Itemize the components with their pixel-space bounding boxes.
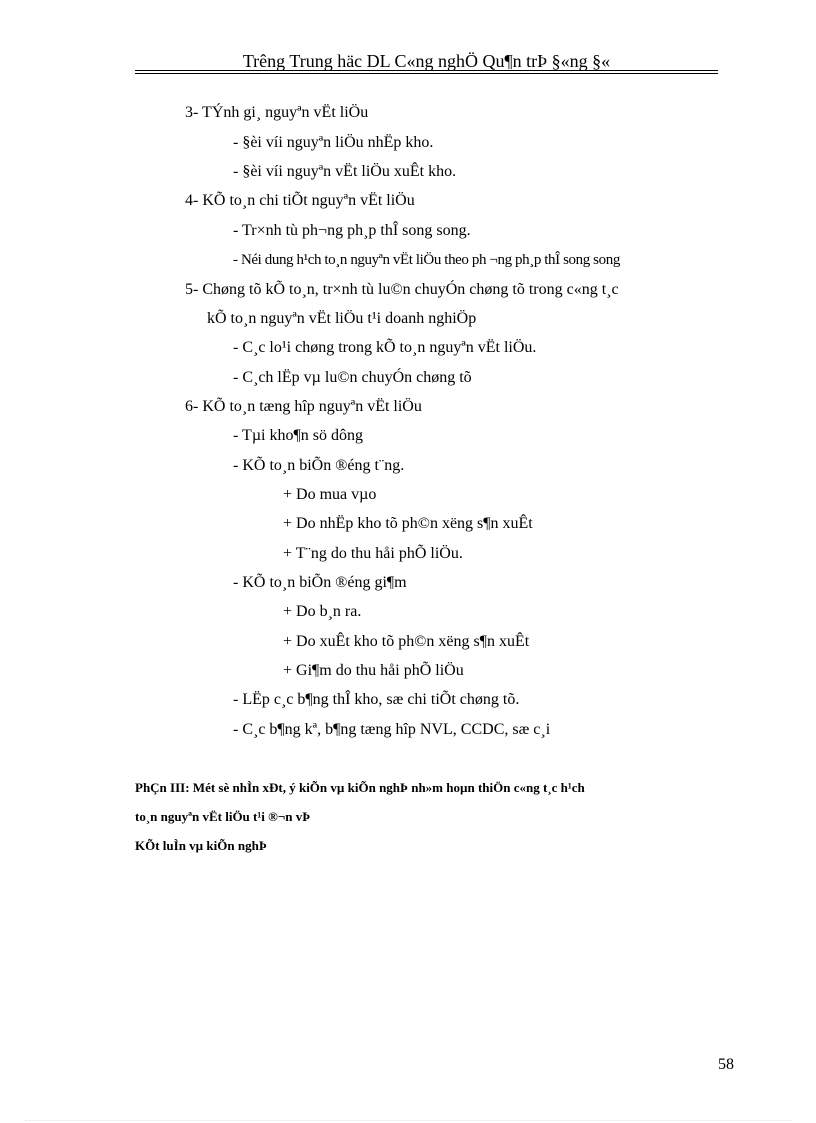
page-number: 58 xyxy=(718,1056,734,1073)
outline-subitem: - KÕ to¸n biÕn ®éng gi¶m xyxy=(233,574,407,591)
outline-subitem: - C¸ch lËp vµ lu©n chuyÓn chøng tõ xyxy=(233,369,472,386)
outline-item-5: 5- Chøng tõ kÕ to¸n, tr×nh tù lu©n chuyÓn chøng tõ trong c«ng t¸c xyxy=(185,281,619,298)
outline-subsubitem: + Do b¸n ra. xyxy=(283,603,362,620)
outline-subitem: - Tr×nh tù ph¬ng ph¸p thÎ song song. xyxy=(233,222,471,239)
outline-subitem: - KÕ to¸n biÕn ®éng t¨ng. xyxy=(233,457,405,474)
outline-item-4: 4- KÕ to¸n chi tiÕt nguyªn vËt liÖu xyxy=(185,192,415,209)
page-header: Trêng Trung häc DL C«ng nghÖ Qu¶n trÞ §«ng §« xyxy=(242,51,611,71)
outline-subsubitem: + Gi¶m do thu håi phÕ liÖu xyxy=(283,662,464,679)
outline-subitem: - LËp c¸c b¶ng thÎ kho, sæ chi tiÕt chøng tõ. xyxy=(233,691,520,708)
outline-subitem: - Tµi kho¶n sö dông xyxy=(233,427,363,444)
outline-item-6: 6- KÕ to¸n tæng hîp nguyªn vËt liÖu xyxy=(185,398,422,415)
outline-subsubitem: + T¨ng do thu håi phÕ liÖu. xyxy=(283,545,463,562)
outline-subitem: - C¸c lo¹i chøng trong kÕ to¸n nguyªn vËt liÖu. xyxy=(233,339,537,356)
part-iii-heading: PhÇn III: Mét sè nhÌn xÐt, ý kiÕn vµ kiÕn nghÞ nh»m hoµn thiÖn c«ng t¸c h¹ch xyxy=(135,780,585,795)
conclusion-heading: KÕt luÌn vµ kiÕn nghÞ xyxy=(135,838,267,853)
outline-subsubitem: + Do mua vµo xyxy=(283,486,377,503)
outline-subitem: - Néi dung h¹ch to¸n nguyªn vËt liÖu theo ph ¬ng ph¸p thÎ song song xyxy=(233,252,620,268)
header-rule-double xyxy=(135,73,718,74)
outline-subitem: - §èi víi nguyªn liÖu nhËp kho. xyxy=(233,134,434,151)
outline-subitem: - §èi víi nguyªn vËt liÖu xuÊt kho. xyxy=(233,163,457,180)
outline-subitem: - C¸c b¶ng kª, b¶ng tæng hîp NVL, CCDC, sæ c¸i xyxy=(233,721,551,738)
part-iii-heading-continued: to¸n nguyªn vËt liÖu t¹i ®¬n vÞ xyxy=(135,809,311,824)
outline-subsubitem: + Do nhËp kho tõ ph©n xëng s¶n xuÊt xyxy=(283,515,533,532)
outline-item-5-continued: kÕ to¸n nguyªn vËt liÖu t¹i doanh nghiÖp xyxy=(207,310,477,327)
outline-item-3: 3- TÝnh gi¸ nguyªn vËt liÖu xyxy=(185,104,369,121)
page-bottom-border xyxy=(25,1120,791,1121)
outline-subsubitem: + Do xuÊt kho tõ ph©n xëng s¶n xuÊt xyxy=(283,633,530,650)
header-rule xyxy=(135,70,718,71)
